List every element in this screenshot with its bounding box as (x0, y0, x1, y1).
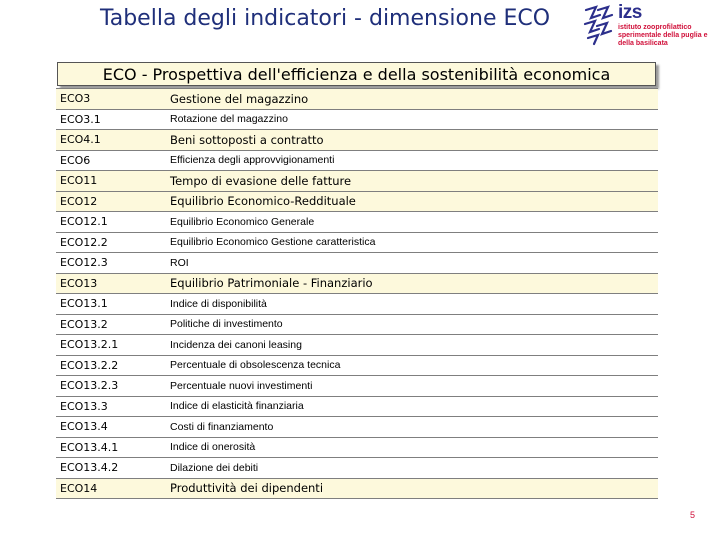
indicator-code: ECO3 (56, 89, 166, 110)
indicator-code: ECO12 (56, 191, 166, 212)
indicator-code: ECO13.2 (56, 314, 166, 335)
indicator-description: Rotazione del magazzino (166, 109, 658, 130)
indicator-code: ECO14 (56, 478, 166, 499)
table-row (56, 335, 658, 356)
indicator-description: Indice di onerosità (166, 437, 658, 458)
indicator-code: ECO4.1 (56, 130, 166, 151)
indicator-description: Beni sottoposti a contratto (166, 130, 658, 151)
page-number: 5 (690, 510, 696, 520)
indicator-code: ECO12.1 (56, 212, 166, 233)
table-row (56, 294, 658, 315)
indicators-table-body (56, 89, 658, 499)
izs-logo-mark-icon (582, 4, 616, 46)
indicator-code: ECO13.3 (56, 396, 166, 417)
indicator-description: Dilazione dei debiti (166, 458, 658, 479)
indicator-code: ECO13.2.2 (56, 355, 166, 376)
indicator-description: Percentuale nuovi investimenti (166, 376, 658, 397)
table-row (56, 253, 658, 274)
indicator-description: Equilibrio Economico Generale (166, 212, 658, 233)
table-row (56, 171, 658, 192)
table-row (56, 437, 658, 458)
table-row (56, 130, 658, 151)
indicator-description: Equilibrio Economico-Reddituale (166, 191, 658, 212)
logo-subtitle: istituto zooprofilattico sperimentale della puglia e della basilicata (618, 24, 708, 47)
table-row (56, 314, 658, 335)
indicator-description: Efficienza degli approvvigionamenti (166, 150, 658, 171)
table-row (56, 273, 658, 294)
indicator-description: Incidenza dei canoni leasing (166, 335, 658, 356)
indicator-code: ECO13.4 (56, 417, 166, 438)
table-row (56, 191, 658, 212)
indicator-description: Equilibrio Patrimoniale - Finanziario (166, 273, 658, 294)
section-header: ECO - Prospettiva dell'efficienza e della sostenibilità economica (57, 62, 656, 86)
indicator-code: ECO6 (56, 150, 166, 171)
table-row (56, 150, 658, 171)
indicator-description: Equilibrio Economico Gestione caratteristica (166, 232, 658, 253)
page-title: Tabella degli indicatori - dimensione ECO (99, 6, 551, 31)
indicator-code: ECO12.3 (56, 253, 166, 274)
indicator-description: Tempo di evasione delle fatture (166, 171, 658, 192)
indicator-code: ECO11 (56, 171, 166, 192)
table-row (56, 89, 658, 110)
indicator-description: Politiche di investimento (166, 314, 658, 335)
indicator-description: Indice di disponibilità (166, 294, 658, 315)
indicator-code: ECO12.2 (56, 232, 166, 253)
indicator-code: ECO13.1 (56, 294, 166, 315)
table-row (56, 376, 658, 397)
indicator-code: ECO13.2.1 (56, 335, 166, 356)
table-row (56, 212, 658, 233)
indicators-table (56, 88, 658, 499)
indicator-code: ECO3.1 (56, 109, 166, 130)
indicator-description: Indice di elasticità finanziaria (166, 396, 658, 417)
table-row (56, 478, 658, 499)
indicator-code: ECO13.2.3 (56, 376, 166, 397)
indicator-code: ECO13 (56, 273, 166, 294)
indicator-code: ECO13.4.2 (56, 458, 166, 479)
indicator-description: Percentuale di obsolescenza tecnica (166, 355, 658, 376)
indicator-description: Produttività dei dipendenti (166, 478, 658, 499)
table-row (56, 458, 658, 479)
table-row (56, 232, 658, 253)
logo-brand: izs (618, 2, 642, 23)
indicator-description: Costi di finanziamento (166, 417, 658, 438)
indicator-description: ROI (166, 253, 658, 274)
table-row (56, 417, 658, 438)
table-row (56, 355, 658, 376)
indicator-description: Gestione del magazzino (166, 89, 658, 110)
table-row (56, 109, 658, 130)
izs-logo (582, 2, 718, 48)
indicator-code: ECO13.4.1 (56, 437, 166, 458)
table-row (56, 396, 658, 417)
